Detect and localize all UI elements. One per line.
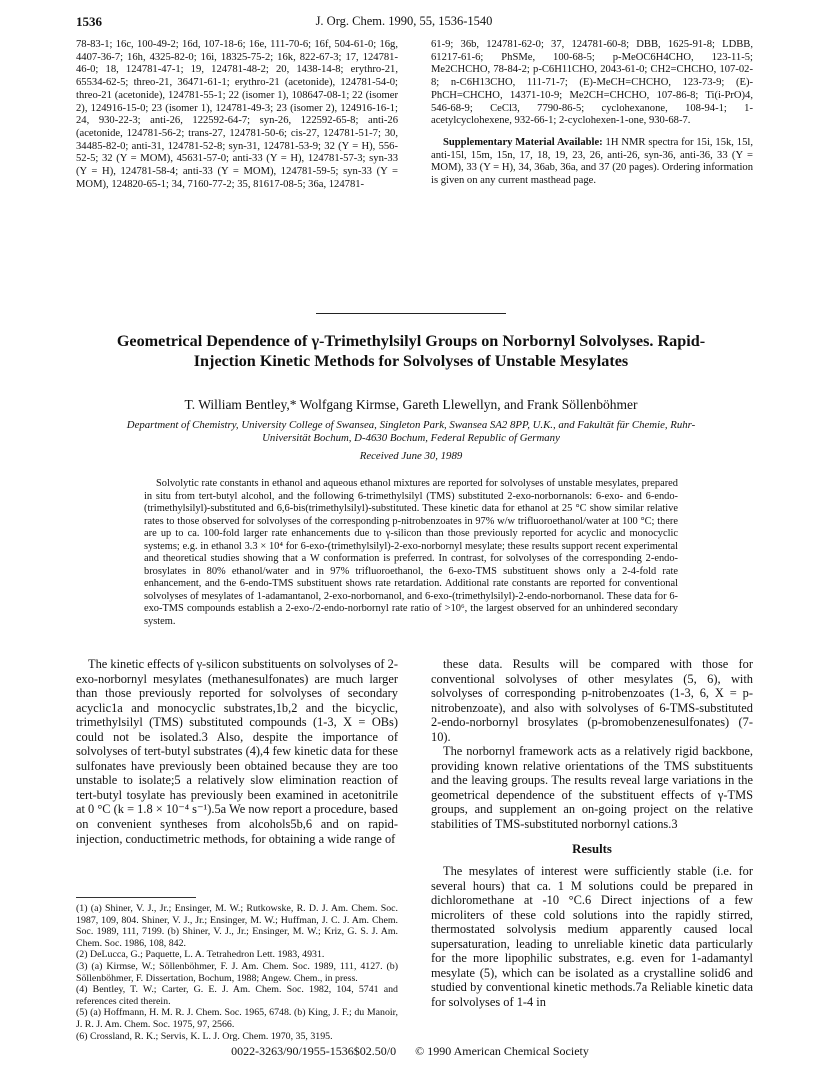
- running-header: [76, 14, 732, 30]
- results-heading: Results: [572, 841, 612, 856]
- section-divider: [316, 313, 506, 314]
- abstract: Solvolytic rate constants in ethanol and aqueous ethanol mixtures are reported for solvolyses of unstable mesylates, prepared in situ from tert-butyl alcohol, and the following 6-trimethylsilyl (TMS) substituted 2-exo-norbornanols: 6-exo- and 6-endo-(trimethylsilyl)-substituted and 6,6-bis(trimethylsilyl)-substituted. These kinetic data for ethanol at 25 °C show similar relative rates to those observed for solvolyses of the corresponding p-nitrobenzoates in 97% w/w trifluoroethanol/water at 100 °C; there are up to ca. 100-fold larger rate enhancements due to γ-silicon than those previously reported for acyclic and monocyclic systems; e.g. in ethanol 3.3 × 10⁴ for 6-exo-(trimethylsilyl)-2-exo-norbornyl mesylate; these results support recent experimental and theoretical studies showing that a W conformation is preferred. In contrast, for solvolyses of the corresponding 2-endo-brosylates in 80% ethanol/water and in 97% trifluoroethanol, the 6-exo-TMS substituent shows only a 2-4-fold rate enhancement, and the 6-endo-TMS substituent shows rate retardation. Additional rate constants are reported for conventional solvolyses of mesylates of 1-adamantanol, 2-exo-norbornanol, and 6-exo-(trimethylsilyl)-2-endo-norbornanol. These data for 6-exo-TMS compounds establish a 2-exo-/2-endo-norbornyl rate ratio of >10⁶, the largest observed for an unhindered secondary system.: [144, 478, 678, 627]
- footnotes: [76, 903, 398, 1042]
- footnote-1: (1) (a) Shiner, V. J., Jr.; Ensinger, M. W.; Rutkowske, R. D. J. Am. Chem. Soc. 1987, 109, 804. Shiner, V. J., Jr.; Ensinger, M. W.; Huffman, J. C. J. Am. Chem. Soc. 1989, 111, 7199. (b) Shiner, V. J., Jr.; Ensinger, M. W.; Kriz, G. S. J. Am. Chem. Soc. 1986, 108, 842.: [76, 903, 398, 949]
- page-number: 1536: [76, 14, 102, 29]
- body-column-right: [431, 657, 753, 1010]
- intro-paragraph: The kinetic effects of γ-silicon substituents on solvolyses of 2-exo-norbornyl mesylates (methanesulfonates) are much larger than those previously reported for solvolyses of secondary acyclic1a and monocyclic substrates,1b,2 and the bicyclic, trimethylsilyl (TMS) substituted compounds (1-3, X = OBs) could not be isolated.3 Also, despite the importance of solvolyses of tert-butyl substrates (4),4 few kinetic data for these sulfonates have previously been obtained because they are too unstable to isolate;5 a relatively slow elimination reaction of tert-butyl tosylate has previously been examined in acetonitrile at 0 °C (k = 1.8 × 10⁻⁴ s⁻¹).5a We now report a procedure, based on convenient syntheses from alcohols5b,6 and on rapid-injection, conductimetric methods, for obtaining a wide range of: [76, 657, 398, 846]
- author-affiliation: Department of Chemistry, University College of Swansea, Singleton Park, Swansea SA2 8PP, U.K., and Fakultät für Chemie, Ruhr-Universität Bochum, D-4630 Bochum, Federal Republic of Germany: [126, 419, 696, 445]
- registry-numbers-left: [76, 39, 398, 191]
- footnote-4: (4) Bentley, T. W.; Carter, G. E. J. Am. Chem. Soc. 1982, 104, 5741 and references cited therein.: [76, 984, 398, 1007]
- footnote-5: (5) (a) Hoffmann, H. M. R. J. Chem. Soc. 1965, 6748. (b) King, J. F.; du Manoir, J. R. J. Am. Chem. Soc. 1975, 97, 2566.: [76, 1007, 398, 1030]
- intro-paragraph-continued: these data. Results will be compared with those for conventional solvolyses of other mesylates (5, 6), with solvolyses of corresponding p-nitrobenzoates (1-3, 6, X = p-nitrobenzoate), and also with solvolyses of 6-TMS-substituted 2-endo-norbornyl brosylates (p-bromobenzenesulfonates) (7-10).: [431, 657, 753, 744]
- results-paragraph: The mesylates of interest were sufficiently stable (i.e. for several hours) that ca. 1 M solutions could be prepared in dichloromethane at -10 °C.6 Direct injections of a few microliters of these cold solutions into the rapidly stirred, thermostated solvolysis medium apparently caused local supersaturation, leading to unreliable kinetic data particularly for the more lipophilic substrates, e.g. even for 1-adamantyl mesylate (5), which can be isolated as a crystalline solid6 and studied by conventional kinetic methods.7a Reliable kinetic data for solvolyses of 1-4 in: [431, 864, 753, 1010]
- registry-text-right: 61-9; 36b, 124781-62-0; 37, 124781-60-8; DBB, 1625-91-8; LDBB, 61217-61-6; PhSMe, 100-68-5; p-MeOC6H4CHO, 123-11-5; Me2CHCHO, 78-84-2; p-C6H11CHO, 2043-61-0; CH2=CHCHO, 107-02-8; n-C6H13CHO, 111-71-7; (E)-MeCH=CHCHO, 123-73-9; (E)-PhCH=CHCHO, 14371-10-9; Me2CH=CHCHO, 107-86-8; Ti(i-PrO)4, 546-68-9; CeCl3, 7790-86-5; cyclohexanone, 108-94-1; 1-acetylcyclohexene, 932-66-1; 2-cyclohexen-1-one, 930-68-7.: [431, 39, 753, 127]
- supplementary-material: [431, 137, 753, 188]
- copyright: © 1990 American Chemical Society: [415, 1044, 589, 1058]
- received-date: Received June 30, 1989: [359, 450, 463, 462]
- registry-numbers-right: [431, 39, 753, 188]
- footnote-divider: [76, 897, 196, 898]
- article-code: 0022-3263/90/1955-1536$02.50/0: [231, 1044, 397, 1058]
- framework-paragraph: The norbornyl framework acts as a relatively rigid backbone, providing known relative orientations of the TMS substituents and the leaving groups. The results reveal large variations in the geometrical dependence of the substituent effects of γ-TMS groups, and supplement an on-going project on the relative stabilities of TMS-substituted norbornyl cations.3: [431, 744, 753, 832]
- page-footer: [0, 1044, 820, 1059]
- article-authors: T. William Bentley,* Wolfgang Kirmse, Gareth Llewellyn, and Frank Söllenböhmer: [184, 397, 638, 412]
- supplementary-text: 1H NMR spectra for 15i, 15k, 15l, anti-15l, 15m, 15n, 17, 18, 19, 23, 26, anti-26, syn-36, anti-36, 33 (Y = MOM), 33 (Y = H), 34, 36ab, 36a, and 37 (20 pages). Ordering information is given on any current masthead page.: [431, 136, 753, 187]
- journal-citation: J. Org. Chem. 1990, 55, 1536-1540: [315, 14, 493, 28]
- supplementary-heading: Supplementary Material Available:: [443, 136, 603, 148]
- article-title: Geometrical Dependence of γ-Trimethylsilyl Groups on Norbornyl Solvolyses. Rapid-Injection Kinetic Methods for Solvolyses of Unstable Mesylates: [116, 332, 706, 371]
- footnote-2: (2) DeLucca, G.; Paquette, L. A. Tetrahedron Lett. 1983, 4931.: [76, 949, 325, 961]
- registry-text-left: 78-83-1; 16c, 100-49-2; 16d, 107-18-6; 16e, 111-70-6; 16f, 504-61-0; 16g, 4407-36-7; 16h, 4325-82-0; 16i, 18325-75-2; 16k, 822-67-3; 17, 124781-46-0; 18, 124781-47-1; 19, 124781-48-2; 20, 1438-14-8; erythro-21, 65534-62-5; threo-21, 36471-61-1; erythro-21 (acetonide), 124781-54-0; threo-21 (acetonide), 124781-55-1; 22 (isomer 1), 108647-08-1; 22 (isomer 2), 124916-15-0; 23 (isomer 1), 124781-49-3; 23 (isomer 2), 124916-16-1; 24, 930-22-3; anti-26, 122592-64-7; syn-26, 122592-65-8; anti-26 (acetonide, 124781-56-2; trans-27, 124781-50-6; cis-27, 124781-51-7; 30, 34485-82-0; anti-31, 124781-52-8; syn-31, 124781-53-9; 32 (Y = H), 556-52-5; 32 (Y = MOM), 45631-57-0; anti-33 (Y = H), 124781-57-3; syn-33 (Y = H), 124781-58-4; anti-33 (Y = MOM), 124781-59-5; syn-33 (Y = MOM), 124820-65-1; 34, 7160-77-2; 35, 81617-08-5; 36a, 124781-: [76, 39, 398, 190]
- body-column-left: [76, 657, 398, 846]
- footnote-6: (6) Crossland, R. K.; Servis, K. L. J. Org. Chem. 1970, 35, 3195.: [76, 1030, 333, 1042]
- footnote-3: (3) (a) Kirmse, W.; Söllenböhmer, F. J. Am. Chem. Soc. 1989, 111, 4127. (b) Söllenböhmer, F. Dissertation, Bochum, 1988; Angew. Chem., in press.: [76, 960, 398, 984]
